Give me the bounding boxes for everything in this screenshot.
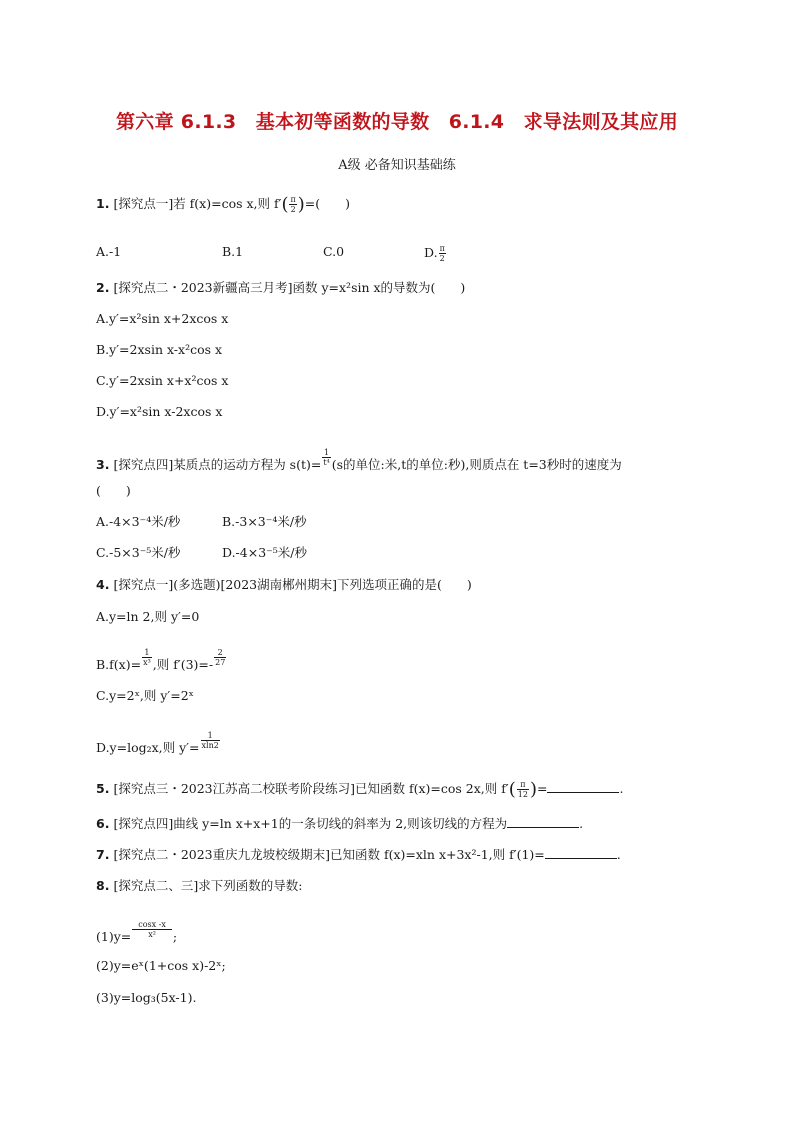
fraction-1-over-xln2: $\frac{1}{xln2}$	[201, 731, 219, 750]
fraction-1-over-x3: $\frac{1}{\text{x³}}$	[143, 648, 151, 667]
option-d: D.-4×3⁻⁵米/秒	[222, 545, 307, 560]
question-stem: [探究点四]曲线 y=ln x+x+1的一条切线的斜率为 2,则该切线的方程为	[113, 816, 508, 831]
answer-blank[interactable]	[547, 781, 619, 793]
option-a: A.y′=x²sin x+2xcos x	[96, 311, 229, 326]
answer-paren: ( )	[96, 483, 131, 498]
question-stem-cont: (s的单位:米,t的单位:秒),则质点在 t=3秒时的速度为	[331, 457, 622, 472]
question-stem: [探究点三・2023江苏高二校联考阶段练习]已知函数 f(x)=cos 2x,则 f′	[113, 781, 509, 796]
option-c: C.y=2ˣ,则 y′=2ˣ	[96, 688, 194, 703]
question-3	[96, 448, 622, 473]
question-number: 3.	[96, 457, 110, 472]
question-stem-end: =( )	[304, 196, 351, 211]
close-paren: )	[529, 779, 537, 800]
option-c: C.-5×3⁻⁵米/秒	[96, 545, 181, 560]
option-d: D.y′=x²sin x-2xcos x	[96, 404, 223, 419]
fraction-2-over-27: $\frac{2}{27}$	[215, 648, 226, 667]
question-stem: [探究点四]某质点的运动方程为 s(t)=	[113, 457, 322, 472]
question-number: 1.	[96, 196, 110, 211]
option-b: B.-3×3⁻⁴米/秒	[222, 514, 307, 529]
answer-blank[interactable]	[507, 816, 579, 828]
question-1	[96, 195, 350, 214]
question-number: 8.	[96, 878, 110, 893]
question-stem: [探究点一](多选题)[2023湖南郴州期末]下列选项正确的是( )	[113, 577, 472, 592]
option-a: A.y=ln 2,则 y′=0	[96, 609, 200, 624]
question-6: 6. [探究点四]曲线 y=ln x+x+1的一条切线的斜率为 2,则该切线的方程为 .	[96, 816, 584, 831]
option-d: D.y=log₂x,则 y′= $\frac{1}{xln2}$	[96, 731, 219, 755]
open-paren: (	[508, 779, 516, 800]
option-d: D. $\frac{\pi}{2}$	[424, 244, 445, 263]
answer-blank[interactable]	[545, 847, 617, 859]
close-paren: )	[297, 194, 305, 215]
fraction-1-over-t4: $\frac{1}{\text{t⁴}}$	[323, 448, 330, 467]
option-a: A.-1	[96, 244, 122, 259]
option-b: B.f(x)= $\frac{1}{\text{x³}}$ ,则 f′(3)=- $\frac{2}{27}$	[96, 648, 226, 672]
question-7: 7. [探究点二・2023重庆九龙坡校级期末]已知函数 f(x)=xln x+3x²-1,则 f′(1)= .	[96, 847, 621, 862]
fraction-pi-over-2: $\frac{\pi}{2}$	[439, 244, 445, 263]
fraction-pi-over-12: $\frac{\pi}{12}$	[517, 780, 528, 799]
section-subtitle: A级 必备知识基础练	[338, 158, 456, 173]
question-number: 4.	[96, 577, 110, 592]
option-c: C.y′=2xsin x+x²cos x	[96, 373, 229, 388]
question-number: 6.	[96, 816, 110, 831]
question-number: 7.	[96, 847, 110, 862]
fraction-cosx-minus-x-over-x2: $\frac{\cos x -x}{\text{x²}}$	[132, 920, 172, 939]
sub-question-3: (3)y=log₃(5x-1).	[96, 990, 197, 1005]
option-c: C.0	[323, 244, 345, 259]
question-stem: [探究点一]若 f(x)=cos x,则 f′	[113, 196, 282, 211]
question-number: 5.	[96, 781, 110, 796]
page-title: 第六章 6.1.3 基本初等函数的导数 6.1.4 求导法则及其应用	[115, 111, 678, 133]
question-4	[96, 577, 472, 593]
question-stem: [探究点二、三]求下列函数的导数:	[113, 878, 303, 893]
open-paren: (	[281, 194, 289, 215]
sub-question-1: (1)y= $\frac{\cos x -x}{\text{x²}}$ ;	[96, 920, 178, 944]
sub-question-2: (2)y=eˣ(1+cos x)-2ˣ;	[96, 958, 226, 973]
option-a: A.-4×3⁻⁴米/秒	[96, 514, 181, 529]
option-b: B.1	[222, 244, 244, 259]
question-5: 5. [探究点三・2023江苏高二校联考阶段练习]已知函数 f(x)=cos 2x,则 f′( $\frac{\pi}{12}$ )= .	[96, 779, 624, 800]
question-stem: [探究点二・2023新疆高三月考]函数 y=x²sin x的导数为( )	[113, 280, 466, 295]
question-2	[96, 280, 465, 296]
question-number: 2.	[96, 280, 110, 295]
question-stem: [探究点二・2023重庆九龙坡校级期末]已知函数 f(x)=xln x+3x²-1,则 f′(1)=	[113, 847, 545, 862]
fraction-pi-over-2: $\frac{\pi}{2}$	[290, 195, 296, 214]
question-8	[96, 878, 302, 894]
option-b: B.y′=2xsin x-x²cos x	[96, 342, 223, 357]
